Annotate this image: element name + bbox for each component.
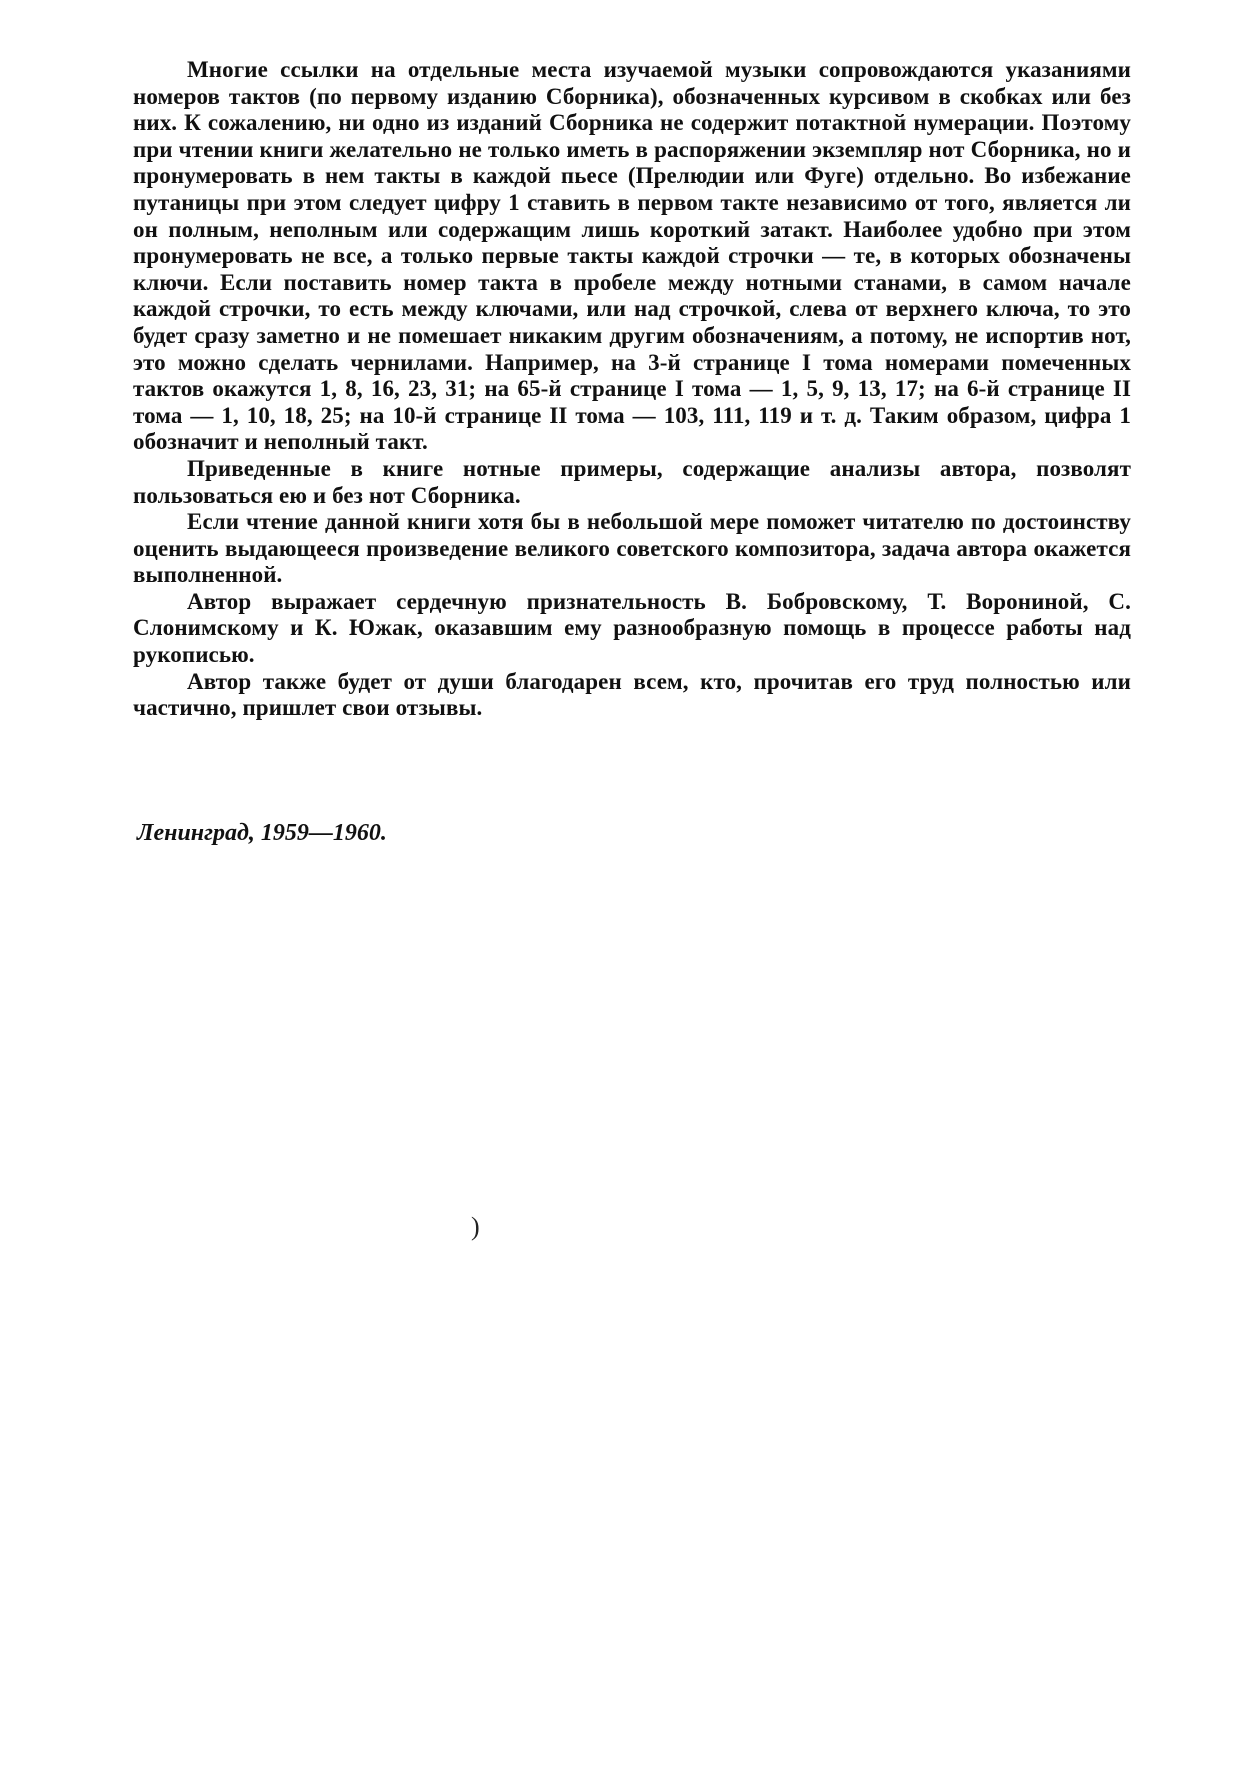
- paragraph-examples: Приведенные в книге нотные примеры, содержащие анализы автора, позволят пользоваться ею и без нот Сборника.: [133, 455, 1131, 508]
- paragraph-measure-numbering: Многие ссылки на отдельные места изучаемой музыки сопровождаются указаниями номеров тактов (по первому изданию Сборника), обозначенных курсивом в скобках или без них. К сожалению, ни одно из изданий Сборника не содержит потактной нумерации. Поэтому при чтении книги желательно не только иметь в распоряжении экземпляр нот Сборника, но и пронумеровать в нем такты в каждой пьесе (Прелюдии или Фуге) отдельно. Во избежание путаницы при этом следует цифру 1 ставить в первом такте независимо от того, является ли он полным, неполным или содержащим лишь короткий затакт. Наиболее удобно при этом пронумеровать не все, а только первые такты каждой строчки — те, в которых обозначены ключи. Если поставить номер такта в пробеле между нотными станами, в самом начале каждой строчки, то есть между ключами, или над строчкой, слева от верхнего ключа, то это будет сразу заметно и не помешает никаким другим обозначениям, а потому, не испортив нот, это можно сделать чернилами. Например, на 3-й странице I тома номерами помеченных тактов окажутся 1, 8, 16, 23, 31; на 65-й странице I тома — 1, 5, 9, 13, 17; на 6-й странице II тома — 1, 10, 18, 25; на 10-й странице II тома — 103, 111, 119 и т. д. Таким образом, цифра 1 обозначит и неполный такт.: [133, 57, 1131, 455]
- paragraph-purpose: Если чтение данной книги хотя бы в небольшой мере поможет читателю по достоинству оценить выдающееся произведение великого советского композитора, задача автора окажется выполненной.: [133, 509, 1131, 588]
- paragraph-feedback: Автор также будет от души благодарен всем, кто, прочитав его труд полностью или частично, пришлет свои отзывы.: [133, 668, 1131, 721]
- scan-artifact-mark: ): [471, 1212, 480, 1241]
- paragraph-acknowledgements: Автор выражает сердечную признательность В. Бобровскому, Т. Ворониной, С. Слонимскому и К. Южак, оказавшим ему разнообразную помощь в процессе работы над рукописью.: [133, 588, 1131, 668]
- place-date-signature: Ленинград, 1959—1960.: [137, 820, 387, 846]
- body-text: [133, 57, 1131, 722]
